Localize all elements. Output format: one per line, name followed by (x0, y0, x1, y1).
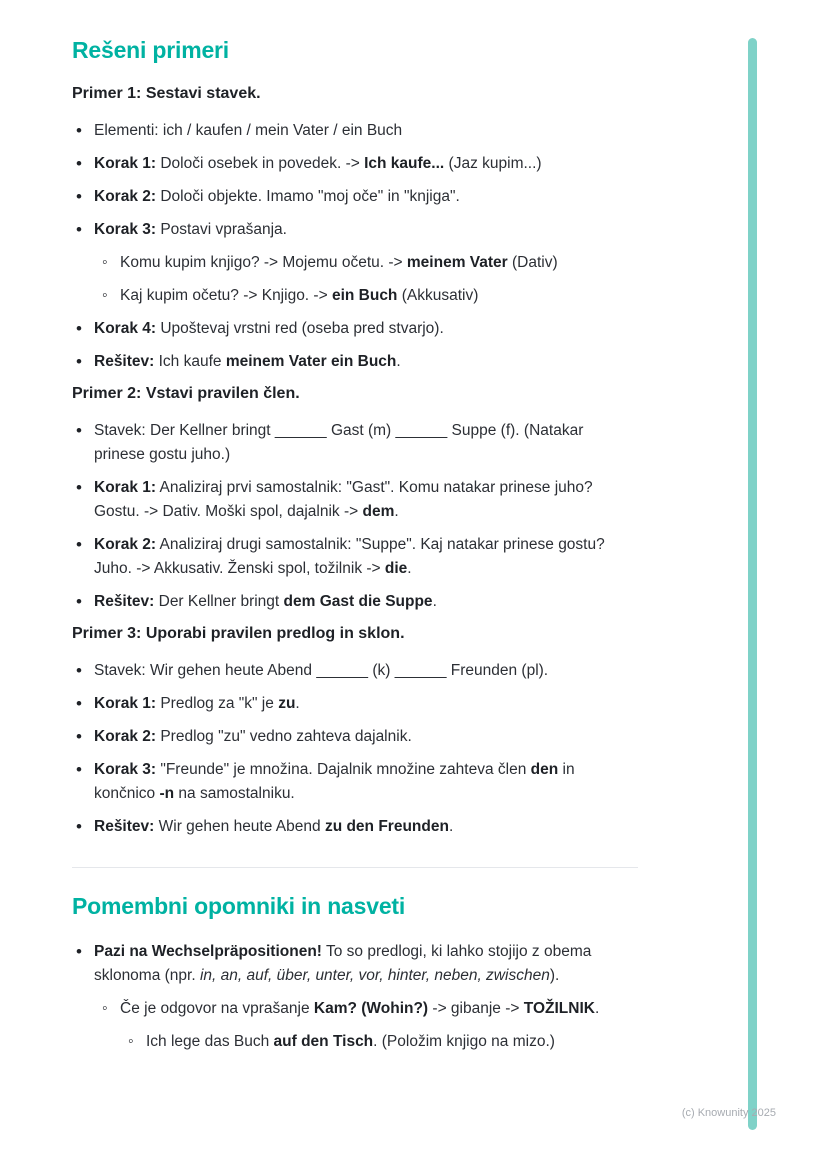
text-segment: . (396, 353, 401, 370)
text-segment: Predlog za "k" je (156, 695, 279, 712)
text-segment: . (432, 593, 437, 610)
document-section (72, 36, 638, 839)
text-segment: Korak 2: (94, 536, 157, 553)
text-segment: ). (549, 967, 560, 984)
content (72, 36, 638, 1063)
text-segment: (Akkusativ) (397, 287, 479, 304)
text-segment: (Dativ) (507, 254, 558, 271)
page-accent-bar (748, 38, 757, 1130)
text-segment: . (Položim knjigo na mizo.) (373, 1033, 555, 1050)
list-item (72, 419, 638, 467)
text-segment: dem (362, 503, 395, 520)
list-item (72, 119, 638, 143)
example-subheading: Primer 1: Sestavi stavek. (72, 85, 261, 102)
text-segment: auf den Tisch (273, 1033, 374, 1050)
list-item (72, 218, 638, 242)
text-segment: -n (159, 785, 175, 802)
text-segment: Elementi: ich / kaufen / mein Vater / ein Buch (94, 122, 403, 139)
bullet-list (72, 419, 638, 614)
text-segment: meinem Vater ein Buch (225, 353, 397, 370)
list-item (72, 185, 638, 209)
text-segment: Stavek: Wir gehen heute Abend ______ (k) ______ Freunden (pl). (94, 662, 549, 679)
list-item (98, 251, 638, 275)
text-segment: Določi osebek in povedek. -> (156, 155, 365, 172)
text-segment: . (448, 818, 454, 835)
list-item (72, 815, 638, 839)
list-item (98, 284, 638, 308)
list-item (72, 758, 638, 806)
text-segment: . (407, 560, 412, 577)
list-item (72, 940, 638, 988)
bullet-list (72, 659, 638, 839)
text-segment: Rešitev: (94, 593, 155, 610)
text-segment: Korak 2: (94, 188, 157, 205)
example-subheading: Primer 3: Uporabi pravilen predlog in sklon. (72, 625, 405, 642)
text-segment: (Jaz kupim...) (444, 155, 542, 172)
text-segment: zu (278, 695, 296, 712)
text-segment: TOŽILNIK (523, 1000, 595, 1017)
list-item (72, 476, 638, 524)
list-item (72, 659, 638, 683)
text-segment: Rešitev: (94, 353, 155, 370)
text-segment: "Freunde" je množina. Dajalnik množine zahteva člen (156, 761, 531, 778)
text-segment: -> gibanje -> (428, 1000, 524, 1017)
list-item (72, 152, 638, 176)
section-heading: Rešeni primeri (72, 37, 229, 63)
text-segment: Stavek: Der Kellner bringt ______ Gast (m) ______ Suppe (f). (Natakar prinese gostu juho.) (94, 422, 584, 463)
text-segment: zu den Freunden (324, 818, 449, 835)
text-segment: in končnico (94, 761, 575, 802)
text-segment: die (384, 560, 408, 577)
text-segment: Korak 4: (94, 320, 157, 337)
text-segment: . (594, 1000, 600, 1017)
bullet-list (72, 940, 638, 1054)
text-segment: Der Kellner bringt (154, 593, 284, 610)
text-segment: Ich kaufe (154, 353, 226, 370)
text-segment: na samostalniku. (174, 785, 295, 802)
text-segment: Pazi na Wechselpräpositionen! (94, 943, 322, 960)
text-segment: dem Gast die Suppe (283, 593, 433, 610)
text-segment: Analiziraj drugi samostalnik: "Suppe". Kaj natakar prinese gostu? Juho. -> Akkusativ. Ženski spol, tožilnik -> (94, 536, 605, 577)
text-segment: Določi objekte. Imamo "moj oče" in "knjiga". (156, 188, 460, 205)
text-segment: Korak 1: (94, 155, 157, 172)
text-segment: Komu kupim knjigo? -> Mojemu očetu. -> (120, 254, 407, 271)
text-segment: Korak 1: (94, 479, 157, 496)
text-segment: den (530, 761, 559, 778)
text-segment: Ich lege das Buch (146, 1033, 274, 1050)
text-segment: Korak 1: (94, 695, 157, 712)
text-segment: Korak 3: (94, 761, 157, 778)
text-segment: Predlog "zu" vedno zahteva dajalnik. (156, 728, 412, 745)
text-segment: Analiziraj prvi samostalnik: "Gast". Komu natakar prinese juho? Gostu. -> Dativ. Moški spol, dajalnik -> (94, 479, 593, 520)
text-segment: . (394, 503, 399, 520)
document-section (72, 867, 638, 1054)
list-item (72, 317, 638, 341)
section-heading: Pomembni opomniki in nasveti (72, 893, 406, 919)
text-segment: . (295, 695, 300, 712)
text-segment: Kam? (Wohin?) (313, 1000, 429, 1017)
text-segment: Rešitev: (94, 818, 155, 835)
text-segment: Kaj kupim očetu? -> Knjigo. -> (120, 287, 332, 304)
text-segment: Postavi vprašanja. (156, 221, 287, 238)
list-item (72, 350, 638, 374)
text-segment: Ich kaufe... (364, 155, 445, 172)
page-footer: (c) Knowunity 2025 (681, 1107, 776, 1119)
bullet-list (72, 119, 638, 374)
text-segment: ein Buch (331, 287, 398, 304)
list-item (72, 590, 638, 614)
text-segment: To so predlogi, ki lahko stojijo z obema sklonoma (npr. (94, 943, 592, 984)
text-segment: Če je odgovor na vprašanje (120, 1000, 314, 1017)
text-segment: Korak 3: (94, 221, 157, 238)
list-item (124, 1030, 638, 1054)
text-segment: Upoštevaj vrstni red (oseba pred stvarjo). (156, 320, 444, 337)
list-item (72, 692, 638, 716)
example-subheading: Primer 2: Vstavi pravilen člen. (72, 385, 300, 402)
list-item (72, 533, 638, 581)
text-segment: meinem Vater (406, 254, 508, 271)
text-segment: in, an, auf, über, unter, vor, hinter, neben, zwischen (199, 967, 550, 984)
list-item (98, 997, 638, 1021)
list-item (72, 725, 638, 749)
text-segment: Korak 2: (94, 728, 157, 745)
text-segment: Wir gehen heute Abend (154, 818, 325, 835)
